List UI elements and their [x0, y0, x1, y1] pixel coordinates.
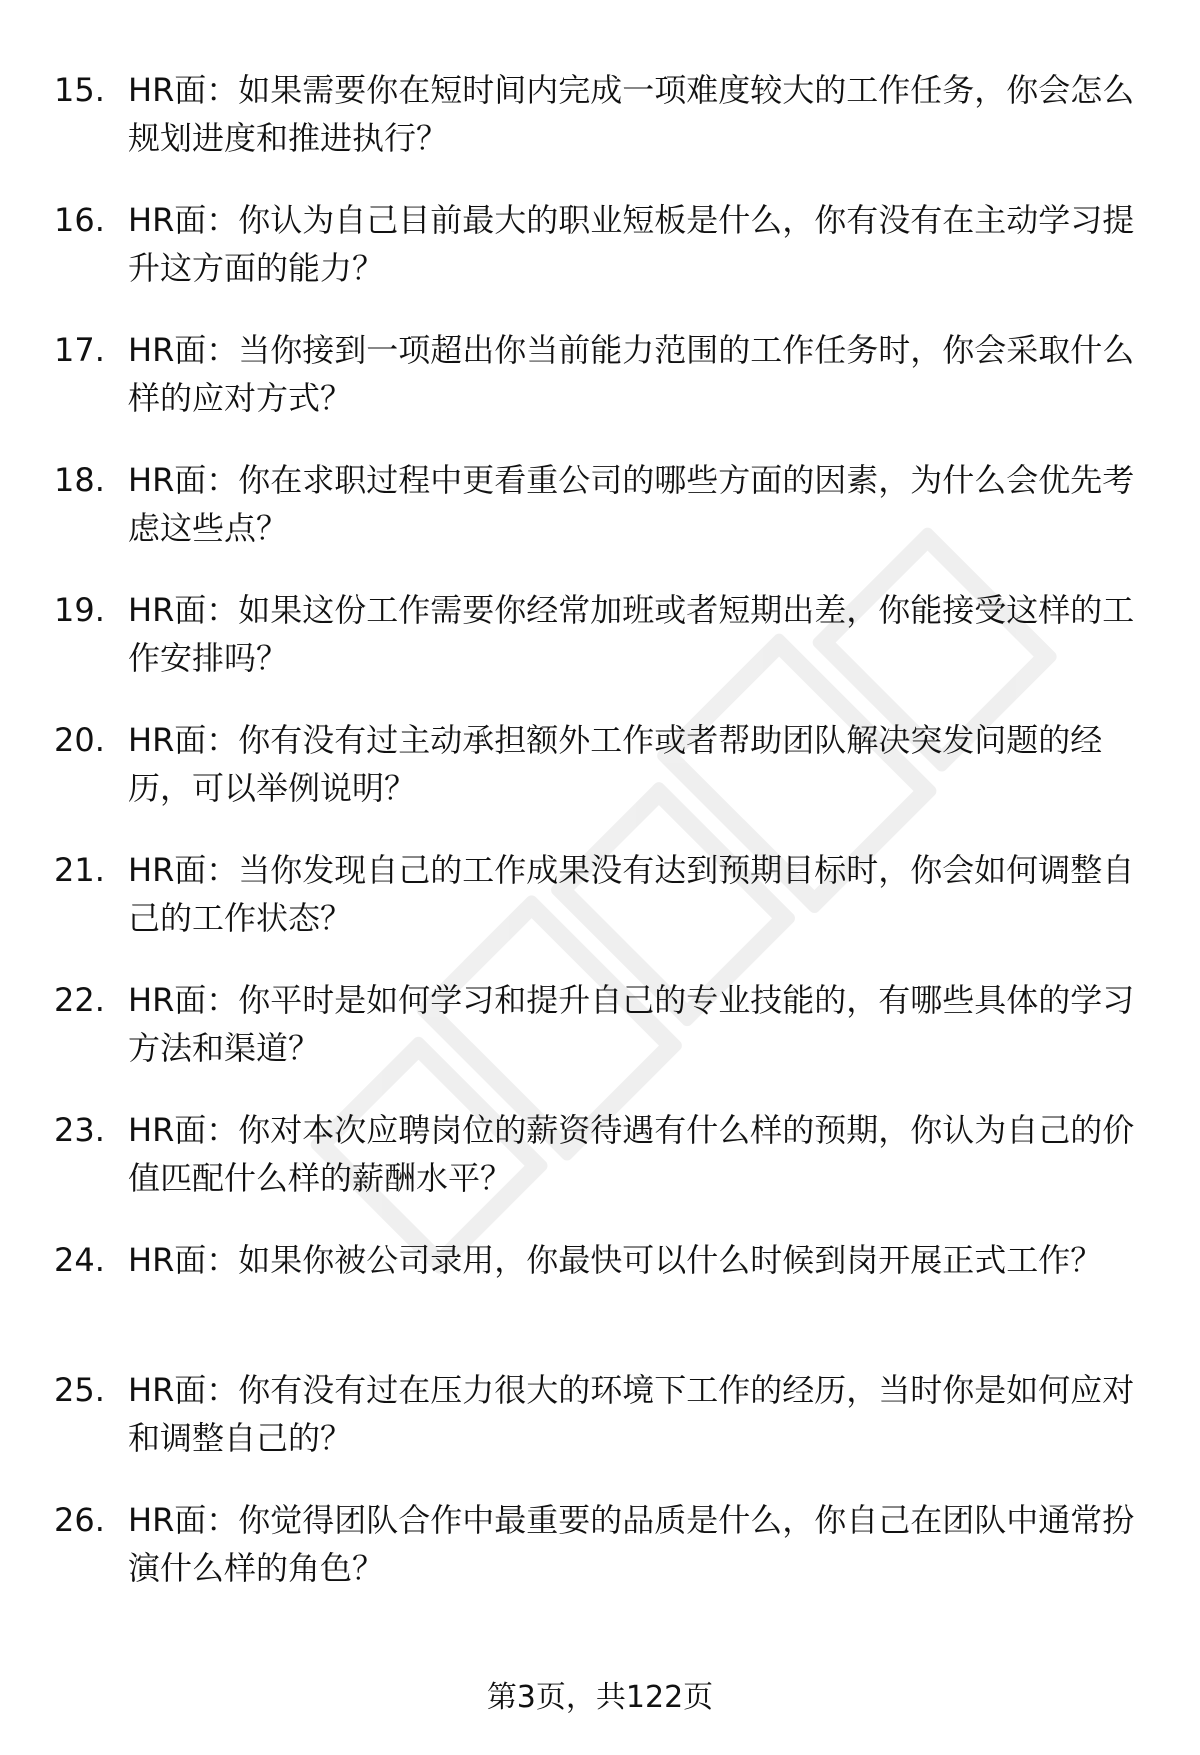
- question-text: HR面：你觉得团队合作中最重要的品质是什么，你自己在团队中通常扮演什么样的角色？: [128, 1501, 1135, 1587]
- question-item: [0, 1352, 1200, 1482]
- question-number: 25.: [54, 1371, 105, 1409]
- question-number: 17.: [54, 331, 105, 369]
- question-text: HR面：当你接到一项超出你当前能力范围的工作任务时，你会采取什么样的应对方式？: [128, 331, 1135, 417]
- question-text: HR面：如果需要你在短时间内完成一项难度较大的工作任务，你会怎么规划进度和推进执行？: [128, 71, 1135, 157]
- question-number: 15.: [54, 71, 105, 109]
- question-item: [0, 312, 1200, 442]
- question-item: [0, 702, 1200, 832]
- question-number: 18.: [54, 461, 105, 499]
- question-text: HR面：你有没有过主动承担额外工作或者帮助团队解决突发问题的经历，可以举例说明？: [128, 721, 1103, 807]
- question-item: [0, 442, 1200, 572]
- question-number: 19.: [54, 591, 105, 629]
- question-text: HR面：你平时是如何学习和提升自己的专业技能的，有哪些具体的学习方法和渠道？: [128, 981, 1135, 1067]
- question-text: HR面：当你发现自己的工作成果没有达到预期目标时，你会如何调整自己的工作状态？: [128, 851, 1135, 937]
- question-number: 26.: [54, 1501, 105, 1539]
- question-number: 21.: [54, 851, 105, 889]
- question-number: 16.: [54, 201, 105, 239]
- page-number: 第3页，共122页: [486, 1680, 714, 1715]
- question-text: HR面：如果你被公司录用，你最快可以什么时候到岗开展正式工作？: [128, 1241, 1103, 1279]
- question-item: [0, 832, 1200, 962]
- question-text: HR面：你在求职过程中更看重公司的哪些方面的因素，为什么会优先考虑这些点？: [128, 461, 1135, 547]
- question-text: HR面：如果这份工作需要你经常加班或者短期出差，你能接受这样的工作安排吗？: [128, 591, 1135, 677]
- question-number: 20.: [54, 721, 105, 759]
- question-item: [0, 1482, 1200, 1612]
- question-text: HR面：你对本次应聘岗位的薪资待遇有什么样的预期，你认为自己的价值匹配什么样的薪酬水平？: [128, 1111, 1135, 1197]
- question-text: HR面：你认为自己目前最大的职业短板是什么，你有没有在主动学习提升这方面的能力？: [128, 201, 1135, 287]
- question-item: [0, 52, 1200, 182]
- question-item: [0, 1222, 1200, 1352]
- question-number: 22.: [54, 981, 105, 1019]
- question-number: 23.: [54, 1111, 105, 1149]
- question-list: [0, 52, 1200, 1612]
- question-text: HR面：你有没有过在压力很大的环境下工作的经历，当时你是如何应对和调整自己的？: [128, 1371, 1135, 1457]
- question-number: 24.: [54, 1241, 105, 1279]
- question-item: [0, 182, 1200, 312]
- question-item: [0, 1092, 1200, 1222]
- question-item: [0, 962, 1200, 1092]
- question-item: [0, 572, 1200, 702]
